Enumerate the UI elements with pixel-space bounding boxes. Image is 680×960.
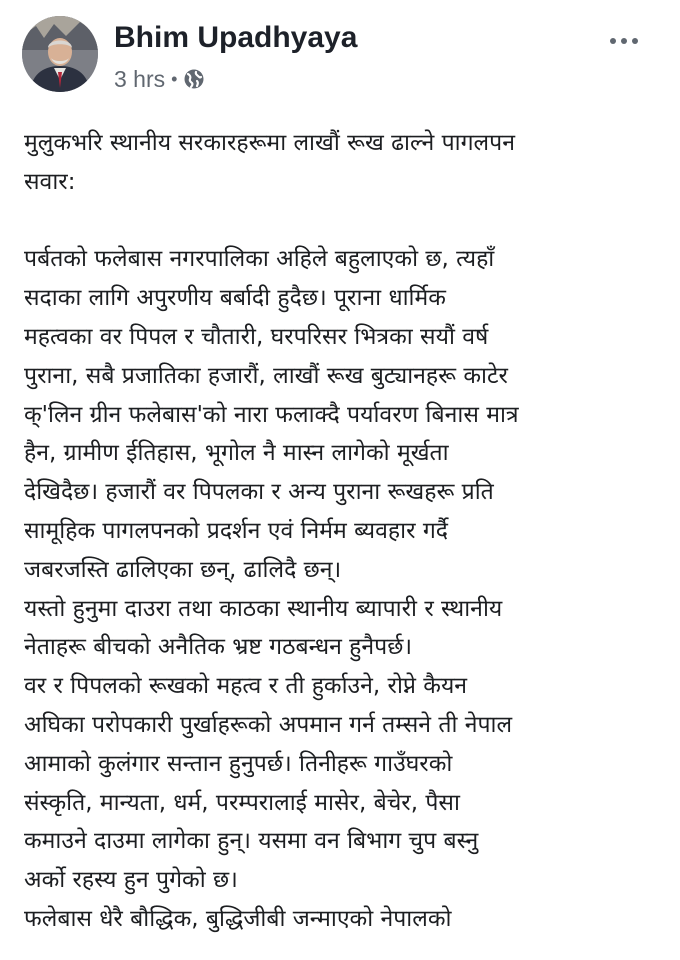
meta-separator: • [171,68,178,89]
more-options-icon[interactable] [604,30,644,52]
post-timestamp[interactable]: 3 hrs [114,65,166,92]
more-dot [621,38,627,44]
post-meta [114,64,205,94]
post-text-line: हैन, ग्रामीण ईतिहास, भूगोल नै मास्न लागेको मूर्खता [24,440,449,467]
author-name[interactable]: Bhim Upadhyaya [114,21,358,54]
post-text-line: कमाउने दाउमा लागेका हुन्। यसमा वन बिभाग चुप बस्नु [24,828,479,855]
more-dot [610,38,616,44]
post-text-line: अघिका परोपकारी पुर्खाहरूको अपमान गर्न तम्सने ती नेपाल [24,711,513,738]
avatar-photo [22,16,98,92]
post-text-line: देखिदैछ। हजारौं वर पिपलका र अन्य पुराना रूखहरू प्रति [24,479,494,506]
post-text-line: सामूहिक पागलपनको प्रदर्शन एवं निर्मम ब्यवहार गर्दै [24,517,448,544]
post-text-line: मुलुकभरि स्थानीय सरकारहरूमा लाखौं रूख ढाल्ने पागलपन [24,130,515,156]
post-text-line: संस्कृति, मान्यता, धर्म, परम्परालाई मासेर, बेचेर, पैसा [24,789,460,816]
post-text-line: पर्बतको फलेबास नगरपालिका अहिले बहुलाएको छ, त्यहाँ [24,246,495,273]
author-avatar[interactable] [22,16,98,92]
post-text-line: क्'लिन ग्रीन फलेबास'को नारा फलाक्दै पर्यावरण बिनास मात्र [24,401,519,428]
post-header [22,16,662,98]
post-text-line: जबरजस्ति ढालिएका छन्, ढालिदै छन्। [24,556,342,583]
post-text [24,124,664,939]
more-dot [632,38,638,44]
post-text-line: पुराना, सबै प्रजातिका हजारौं, लाखौं रूख बुट्यानहरू काटेर [24,362,508,389]
post-text-line: फलेबास धेरै बौद्धिक, बुद्धिजीबी जन्माएको नेपालको [24,905,452,932]
globe-icon[interactable] [183,68,205,90]
post-text-line: अर्को रहस्य हुन पुगेको छ। [24,867,238,894]
post-text-line: यस्तो हुनुमा दाउरा तथा काठका स्थानीय ब्यापारी र स्थानीय [24,595,503,622]
post-text-line: महत्वका वर पिपल र चौतारी, घरपरिसर भित्रका सयौं वर्ष [24,323,489,350]
post-text-line: नेताहरू बीचको अनैतिक भ्रष्ट गठबन्धन हुनैपर्छ। [24,634,413,661]
paragraph-break [24,202,664,241]
post-text-line: सदाका लागि अपुरणीय बर्बादी हुदैछ। पूराना धार्मिक [24,285,446,312]
post-text-line: सवार: [24,168,76,195]
post-text-line: आमाको कुलंगार सन्तान हुनुपर्छ। तिनीहरू गाउँघरको [24,750,453,777]
post-text-line: वर र पिपलको रूखको महत्व र ती हुर्काउने, रोप्ने कैयन [24,673,468,700]
